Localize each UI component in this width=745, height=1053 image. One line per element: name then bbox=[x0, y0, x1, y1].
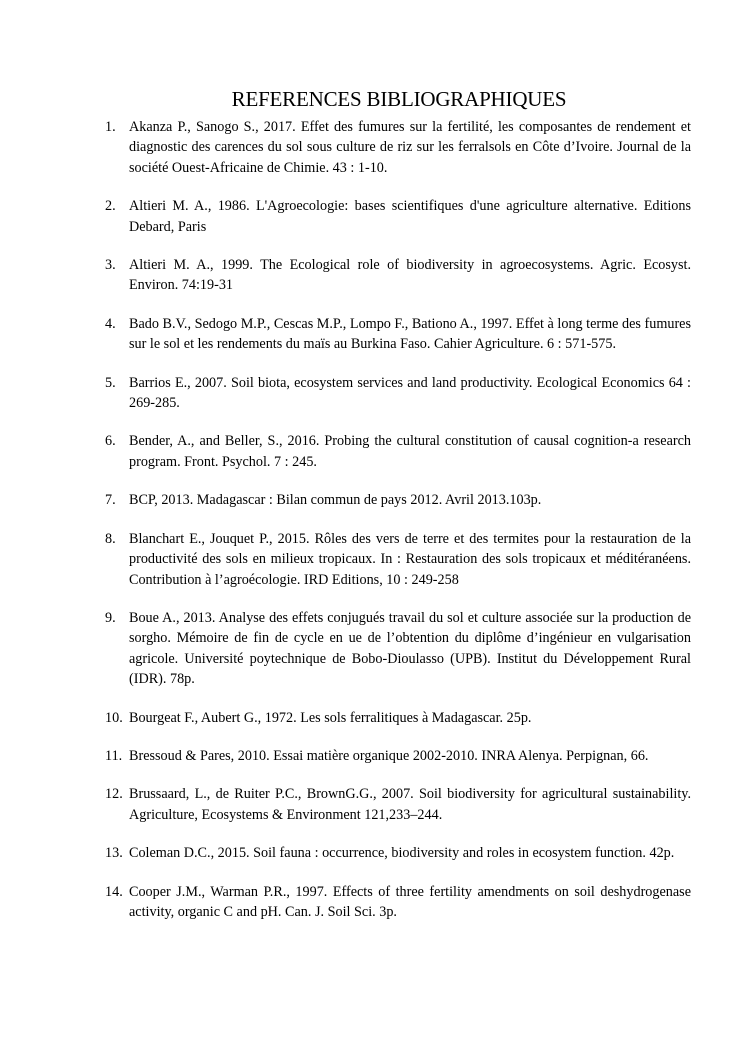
reference-item bbox=[105, 843, 691, 863]
reference-number: 5. bbox=[105, 374, 116, 391]
reference-item bbox=[105, 255, 691, 296]
reference-text: Akanza P., Sanogo S., 2017. Effet des fumures sur la fertilité, les composantes de rendement et diagnostic des carences du sol sous culture de riz sur les ferralsols en Côte d’Ivoire. Journal de la société Ouest-Africaine de Chimie. 43 : 1-10. bbox=[129, 119, 691, 176]
reference-number: 3. bbox=[105, 257, 116, 274]
reference-text: Boue A., 2013. Analyse des effets conjugués travail du sol et culture associée sur la production de sorgho. Mémoire de fin de cycle en ue de l’obtention du diplôme d’ingénieur en vulgarisation agricole. Université poytechnique de Bobo-Dioulasso (UPB). Institut du Développement Rural (IDR). 78p. bbox=[129, 609, 691, 688]
reference-text: Bado B.V., Sedogo M.P., Cescas M.P., Lompo F., Bationo A., 1997. Effet à long terme des fumures sur le sol et les rendements du maïs au Burkina Faso. Cahier Agriculture. 6 : 571-575. bbox=[129, 315, 691, 353]
reference-item bbox=[105, 373, 691, 414]
reference-number: 7. bbox=[105, 492, 116, 509]
reference-item bbox=[105, 490, 691, 510]
reference-text: Brussaard, L., de Ruiter P.C., BrownG.G., 2007. Soil biodiversity for agricultural sustainability. Agriculture, Ecosystems & Environment 121,233–244. bbox=[129, 786, 691, 823]
reference-number: 10. bbox=[105, 709, 123, 726]
reference-item bbox=[105, 117, 691, 178]
reference-item bbox=[105, 529, 691, 590]
page-title: REFERENCES BIBLIOGRAPHIQUES bbox=[231, 87, 567, 111]
reference-item bbox=[105, 708, 691, 728]
reference-number: 14. bbox=[105, 883, 123, 900]
reference-number: 9. bbox=[105, 609, 116, 626]
reference-text: Altieri M. A., 1999. The Ecological role of biodiversity in agroecosystems. Agric. Ecosyst. Environ. 74:19-31 bbox=[129, 257, 691, 294]
reference-text: Cooper J.M., Warman P.R., 1997. Effects of three fertility amendments on soil deshydrogenase activity, organic C and pH. Can. J. Soil Sci. 3p. bbox=[129, 883, 691, 920]
reference-text: Altieri M. A., 1986. L'Agroecologie: bases scientifiques d'une agriculture alternative. Editions Debard, Paris bbox=[129, 198, 691, 235]
reference-list bbox=[105, 117, 691, 940]
reference-text: Bressoud & Pares, 2010. Essai matière organique 2002-2010. INRA Alenya. Perpignan, 66. bbox=[129, 747, 649, 764]
reference-number: 1. bbox=[105, 119, 116, 135]
reference-item bbox=[105, 314, 691, 355]
reference-number: 13. bbox=[105, 845, 123, 862]
reference-number: 2. bbox=[105, 198, 116, 215]
reference-number: 6. bbox=[105, 433, 116, 450]
reference-item bbox=[105, 882, 691, 923]
reference-text: Coleman D.C., 2015. Soil fauna : occurrence, biodiversity and roles in ecosystem function. 42p. bbox=[129, 845, 675, 862]
reference-number: 11. bbox=[105, 747, 123, 764]
reference-text: Bourgeat F., Aubert G., 1972. Les sols ferralitiques à Madagascar. 25p. bbox=[129, 709, 532, 726]
reference-number: 4. bbox=[105, 315, 116, 332]
reference-text: Barrios E., 2007. Soil biota, ecosystem services and land productivity. Ecological Economics 64 : 269-285. bbox=[129, 374, 691, 412]
reference-item bbox=[105, 431, 691, 472]
reference-text: Blanchart E., Jouquet P., 2015. Rôles des vers de terre et des termites pour la restauration de la productivité des sols en milieux tropicaux. In : Restauration des sols tropicaux et méditéranéens. Contribution à l’agroécologie. IRD Editions, 10 : 249-258 bbox=[129, 530, 691, 588]
reference-item bbox=[105, 784, 691, 825]
reference-item bbox=[105, 196, 691, 237]
reference-text: BCP, 2013. Madagascar : Bilan commun de pays 2012. Avril 2013.103p. bbox=[129, 492, 542, 509]
reference-item bbox=[105, 608, 691, 690]
reference-number: 8. bbox=[105, 530, 116, 547]
reference-text: Bender, A., and Beller, S., 2016. Probing the cultural constitution of causal cognition-a research program. Front. Psychol. 7 : 245. bbox=[129, 433, 691, 470]
reference-item bbox=[105, 746, 691, 766]
reference-number: 12. bbox=[105, 786, 123, 803]
